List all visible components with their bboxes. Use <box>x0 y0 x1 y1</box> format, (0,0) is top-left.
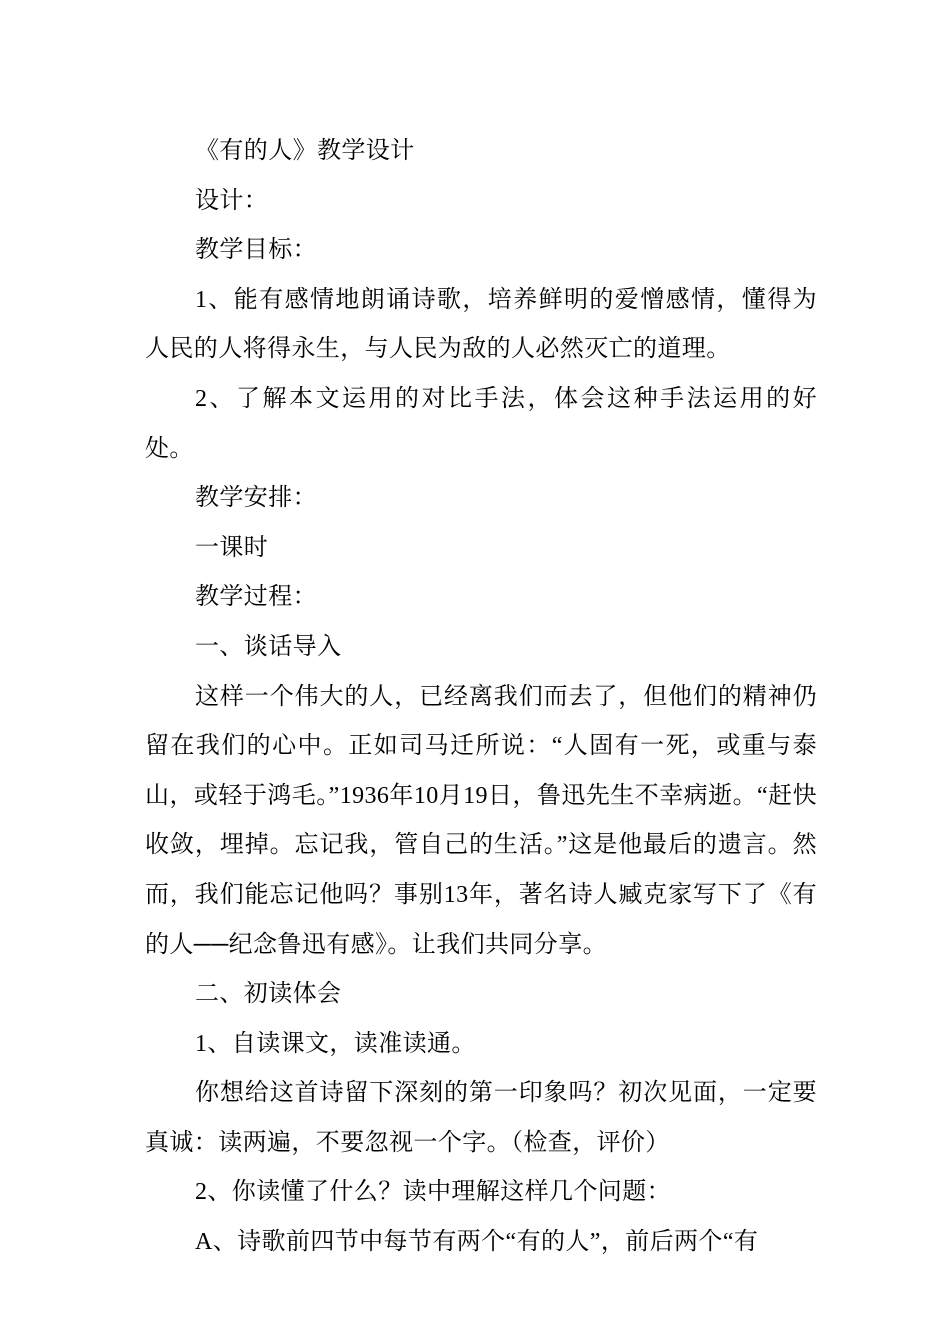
intro-paragraph: 这样一个伟大的人，已经离我们而去了，但他们的精神仍留在我们的心中。正如司马迁所说：“人固有一死，或重与泰山，或轻于鸿毛。”1936年10月19日，鲁迅先生不幸病逝。“赶快收敛，埋掉。忘记我，管自己的生活。”这是他最后的遗言。然而，我们能忘记他吗？事别13年，著名诗人臧克家写下了《有的人──纪念鲁迅有感》。让我们共同分享。 <box>145 683 817 958</box>
question-a: A、诗歌前四节中每节有两个“有的人”，前后两个“有 <box>195 1229 759 1256</box>
reading-item-1: 1、自读课文，读准读通。 <box>195 1030 476 1057</box>
section-heading-goals: 教学目标： <box>195 237 317 264</box>
goal-item-2: 2、了解本文运用的对比手法，体会这种手法运用的好处。 <box>145 385 817 462</box>
step-heading-2: 二、初读体会 <box>195 981 342 1008</box>
step-heading-1: 一、谈话导入 <box>195 633 342 660</box>
section-heading-arrangement: 教学安排： <box>195 485 317 512</box>
document-title: 《有的人》教学设计 <box>195 138 415 164</box>
reading-item-2: 2、你读懂了什么？读中理解这样几个问题： <box>195 1179 671 1206</box>
document-body <box>145 127 817 1268</box>
designer-line: 设计： <box>195 187 269 214</box>
reading-paragraph: 你想给这首诗留下深刻的第一印象吗？初次见面，一定要真诚：读两遍，不要忽视一个字。（检查，评价） <box>145 1080 817 1156</box>
section-heading-process: 教学过程： <box>195 584 317 611</box>
arrangement-text: 一课时 <box>195 534 269 561</box>
goal-item-1: 1、能有感情地朗诵诗歌，培养鲜明的爱憎感情，懂得为人民的人将得永生，与人民为敌的人必然灭亡的道理。 <box>145 286 817 363</box>
